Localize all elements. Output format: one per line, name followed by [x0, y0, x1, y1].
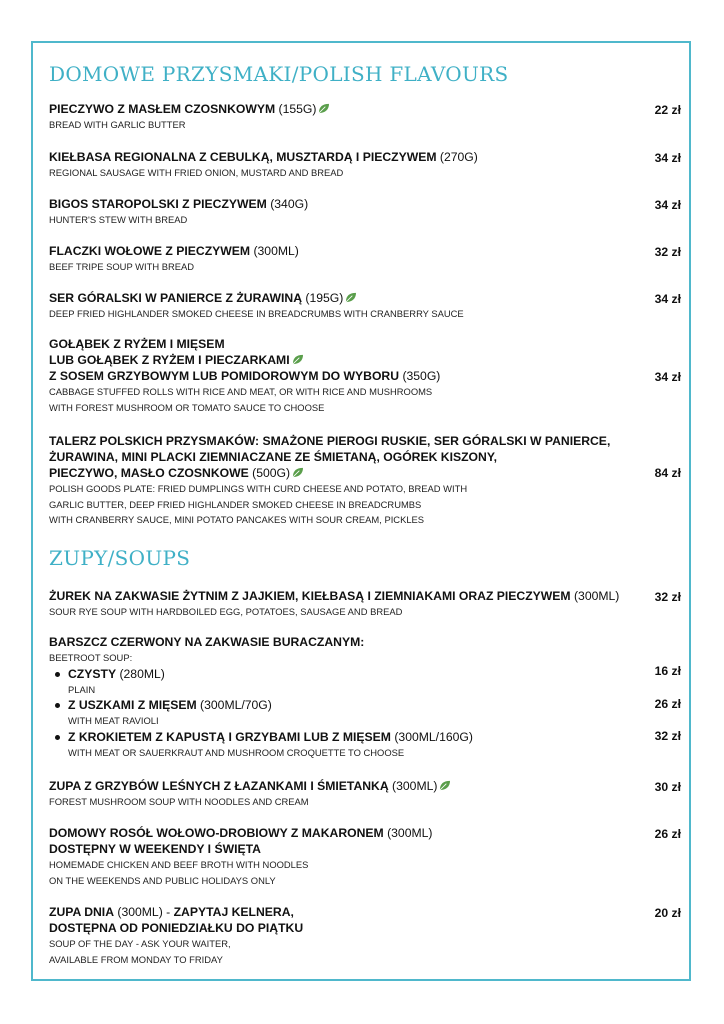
item-weight: (270G)	[439, 150, 478, 164]
item-price: 26 zł	[654, 827, 681, 841]
item-weight: (195G)	[305, 291, 344, 305]
option-price: 16 zł	[654, 664, 681, 678]
option-weight: (300ML/70G)	[200, 698, 272, 712]
item-price: 30 zł	[654, 780, 681, 794]
item-name: ŻURAWINA, MINI PLACKI ZIEMNIACZANE ZE ŚMIETANĄ, OGÓREK KISZONY,	[49, 450, 498, 464]
item-price: 32 zł	[654, 590, 681, 604]
item-description: HUNTER'S STEW WITH BREAD	[49, 214, 188, 225]
item-weight: (300ML) -	[117, 905, 171, 919]
item-name: LUB GOŁĄBEK Z RYŻEM I PIECZARKAMI	[49, 353, 290, 367]
item-description: GARLIC BUTTER, DEEP FRIED HIGHLANDER SMOKED CHEESE IN BREADCRUMBS	[49, 498, 422, 510]
item-description: SOUP OF THE DAY - ASK YOUR WAITER,	[49, 938, 231, 949]
item-description: DEEP FRIED HIGHLANDER SMOKED CHEESE IN BREADCRUMBS WITH CRANBERRY SAUCE	[49, 308, 464, 319]
leaf-icon	[291, 354, 304, 365]
item-weight: (340G)	[270, 197, 309, 211]
item-description: POLISH GOODS PLATE: FRIED DUMPLINGS WITH CURD CHEESE AND POTATO, BREAD WITH	[49, 483, 468, 494]
item-weight: (300ML)	[253, 244, 299, 258]
leaf-icon	[438, 780, 451, 791]
item-description: BREAD WITH GARLIC BUTTER	[49, 119, 186, 130]
item-name: KIEŁBASA REGIONALNA Z CEBULKĄ, MUSZTARDĄ I PIECZYWEM	[49, 150, 437, 164]
menu-item-barszcz	[49, 634, 669, 760]
item-price: 34 zł	[654, 370, 681, 384]
item-name: TALERZ POLSKICH PRZYSMAKÓW: SMAŻONE PIEROGI RUSKIE, SER GÓRALSKI W PANIERCE,	[49, 434, 611, 448]
option-description: WITH MEAT OR SAUERKRAUT AND MUSHROOM CROQUETTE TO CHOOSE	[68, 746, 405, 758]
menu-item	[49, 433, 669, 528]
menu-item	[49, 243, 669, 275]
item-name-note: ZAPYTAJ KELNERA,	[173, 905, 294, 919]
item-name: ZUPA Z GRZYBÓW LEŚNYCH Z ŁAZANKAMI I ŚMIETANKĄ	[49, 779, 389, 793]
item-description: BEEF TRIPE SOUP WITH BREAD	[49, 261, 194, 272]
item-description: WITH CRANBERRY SAUCE, MINI POTATO PANCAKES WITH SOUR CREAM, PICKLES	[49, 514, 425, 525]
item-name: ŻUREK NA ZAKWASIE ŻYTNIM Z JAJKIEM, KIEŁBASĄ I ZIEMNIAKAMI ORAZ PIECZYWEM	[49, 589, 571, 603]
menu-item	[49, 196, 669, 228]
menu-item	[49, 149, 669, 181]
leaf-icon	[344, 292, 357, 303]
item-description: WITH FOREST MUSHROOM OR TOMATO SAUCE TO CHOOSE	[49, 401, 325, 413]
option-name: Z USZKAMI Z MIĘSEM	[68, 698, 197, 712]
item-weight: (300ML)	[573, 589, 620, 603]
menu-item	[49, 336, 669, 415]
item-description: SOUR RYE SOUP WITH HARDBOILED EGG, POTATOES, SAUSAGE AND BREAD	[49, 606, 403, 617]
item-description: REGIONAL SAUSAGE WITH FRIED ONION, MUSTARD AND BREAD	[49, 167, 344, 178]
item-name: ZUPA DNIA	[49, 905, 114, 919]
menu-item	[49, 101, 669, 133]
item-name: SER GÓRALSKI W PANIERCE Z ŻURAWINĄ	[49, 291, 303, 305]
item-weight: (350G)	[402, 369, 441, 383]
option-description: WITH MEAT RAVIOLI	[68, 715, 159, 726]
item-description: AVAILABLE FROM MONDAY TO FRIDAY	[49, 953, 223, 965]
option-name: CZYSTY	[68, 666, 117, 681]
item-description: BEETROOT SOUP:	[49, 652, 133, 663]
item-availability: DOSTĘPNY W WEEKENDY I ŚWIĘTA	[49, 842, 261, 856]
item-description: ON THE WEEKENDS AND PUBLIC HOLIDAYS ONLY	[49, 874, 276, 886]
leaf-icon	[317, 103, 330, 114]
menu-item	[49, 290, 669, 322]
item-description: FOREST MUSHROOM SOUP WITH NOODLES AND CREAM	[49, 796, 309, 807]
option-price: 32 zł	[654, 729, 681, 743]
item-price: 22 zł	[654, 103, 681, 117]
menu-item	[49, 588, 669, 620]
item-price: 32 zł	[654, 245, 681, 259]
menu-item	[49, 778, 669, 810]
item-price: 34 zł	[654, 151, 681, 165]
option-price: 26 zł	[654, 697, 681, 711]
item-name: GOŁĄBEK Z RYŻEM I MIĘSEM	[49, 337, 225, 351]
option-row	[49, 697, 669, 713]
item-price: 34 zł	[654, 198, 681, 212]
item-name: Z SOSEM GRZYBOWYM LUB POMIDOROWYM DO WYBORU	[49, 369, 400, 383]
section-title-soups: ZUPY/SOUPS	[49, 546, 191, 570]
item-description: CABBAGE STUFFED ROLLS WITH RICE AND MEAT, OR WITH RICE AND MUSHROOMS	[49, 386, 433, 397]
option-name: Z KROKIETEM Z KAPUSTĄ I GRZYBAMI LUB Z MIĘSEM	[68, 729, 391, 744]
option-description: PLAIN	[68, 683, 96, 695]
item-name: BARSZCZ CZERWONY NA ZAKWASIE BURACZANYM:	[49, 635, 365, 649]
item-description: HOMEMADE CHICKEN AND BEEF BROTH WITH NOODLES	[49, 859, 309, 870]
option-weight: (300ML/160G)	[394, 729, 473, 744]
option-row	[49, 666, 669, 682]
menu-item	[49, 904, 669, 967]
item-weight: (300ML)	[387, 826, 433, 840]
item-name: PIECZYWO Z MASŁEM CZOSNKOWYM	[49, 102, 276, 116]
item-name: BIGOS STAROPOLSKI Z PIECZYWEM	[49, 197, 267, 211]
section-title-polish-flavours: DOMOWE PRZYSMAKI/POLISH FLAVOURS	[49, 62, 509, 86]
item-name: FLACZKI WOŁOWE Z PIECZYWEM	[49, 244, 251, 258]
item-availability: DOSTĘPNA OD PONIEDZIAŁKU DO PIĄTKU	[49, 921, 304, 935]
item-price: 20 zł	[654, 906, 681, 920]
option-weight: (280ML)	[119, 666, 165, 681]
item-weight: (500G)	[252, 466, 291, 480]
item-weight: (155G)	[278, 102, 317, 116]
option-row	[49, 729, 669, 745]
item-weight: (300ML)	[392, 779, 438, 793]
item-name: DOMOWY ROSÓŁ WOŁOWO-DROBIOWY Z MAKARONEM	[49, 826, 384, 840]
item-price: 34 zł	[654, 292, 681, 306]
menu-item	[49, 825, 669, 888]
leaf-icon	[291, 467, 304, 478]
item-price: 84 zł	[654, 466, 681, 480]
item-name: PIECZYWO, MASŁO CZOSNKOWE	[49, 466, 249, 480]
